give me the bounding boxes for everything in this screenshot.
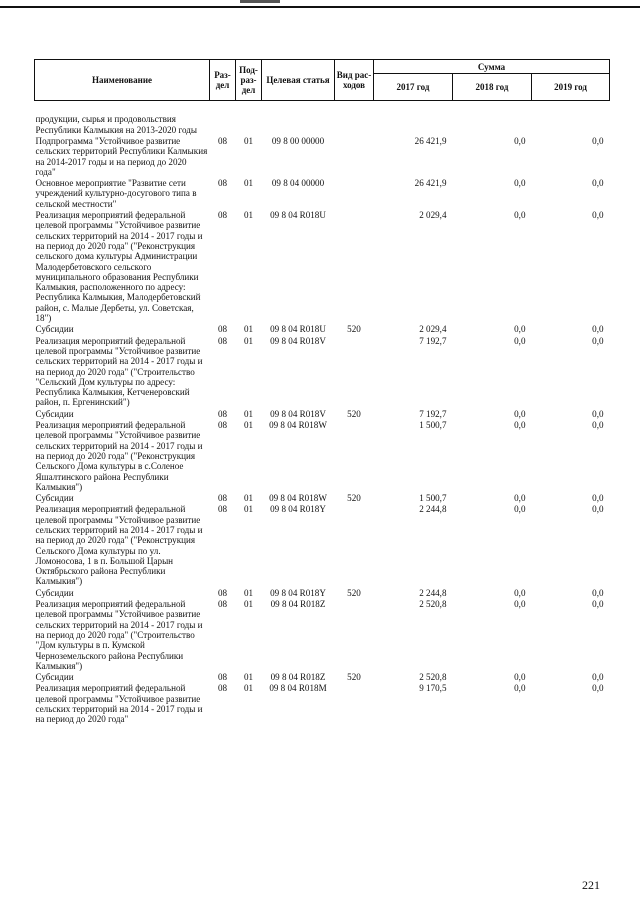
header-2018: 2018 год xyxy=(453,74,532,101)
row-sum-2017: 2 244,8 xyxy=(419,504,447,515)
row-sum-2018: 0,0 xyxy=(514,493,526,504)
row-sum-2018: 0,0 xyxy=(514,587,526,598)
row-name: Реализация мероприятий федеральной целевой программы "Устойчивое развитие сельских территорий на 2014 - 2017 годы и на период до 2020 года" ("Строительство "Дом культуры в п. Кумской Черноземельского района Республики Калмыкия") xyxy=(35,599,203,671)
row-vid: 520 xyxy=(347,324,361,335)
row-podrazdel xyxy=(236,101,262,136)
row-vid: 520 xyxy=(347,493,361,504)
row-podrazdel: 01 xyxy=(243,587,254,598)
row-vid: 520 xyxy=(347,408,361,419)
row-vid xyxy=(335,503,374,586)
row-target: 09 8 04 R018W xyxy=(269,493,327,504)
row-sum-2019: 0,0 xyxy=(592,672,604,683)
row-podrazdel: 01 xyxy=(243,420,254,431)
row-sum-2019 xyxy=(532,101,610,136)
row-name: Реализация мероприятий федеральной целевой программы "Устойчивое развитие сельских территорий на 2014 - 2017 годы и на период до 2020 года" ("Строительство "Сельский Дом культуры по адресу: Республика Калмыкия, Кетченеровский район, п. Ергенинский") xyxy=(35,335,203,408)
row-razdel: 08 xyxy=(217,587,228,598)
header-razdel: Раз-дел xyxy=(210,60,236,101)
page-number: 221 xyxy=(582,878,600,892)
row-name: Реализация мероприятий федеральной целевой программы "Устойчивое развитие сельских территорий на 2014 - 2017 годы и на период до 2020 года" ("Реконструкция Сельского Дома культуры по ул. Ломоносова, 1 в п. Большой Царын Октябрьского района Республики Калмыкия") xyxy=(35,504,203,587)
row-razdel: 08 xyxy=(217,504,228,515)
table-row xyxy=(35,598,610,671)
row-sum-2019: 0,0 xyxy=(592,324,604,335)
row-vid: 520 xyxy=(347,587,361,598)
row-sum-2017: 2 029,4 xyxy=(419,210,447,221)
table-row xyxy=(35,323,610,334)
header-2019: 2019 год xyxy=(532,74,610,101)
row-razdel: 08 xyxy=(217,683,228,694)
row-sum-2018: 0,0 xyxy=(514,210,526,221)
row-target xyxy=(262,101,335,136)
table-row xyxy=(35,177,610,209)
row-sum-2017: 26 421,9 xyxy=(414,178,447,189)
row-sum-2017: 2 029,4 xyxy=(419,324,447,335)
row-podrazdel: 01 xyxy=(243,178,254,189)
row-sum-2018: 0,0 xyxy=(514,408,526,419)
budget-table xyxy=(34,59,610,725)
row-target: 09 8 04 R018Z xyxy=(270,599,326,610)
row-vid xyxy=(335,335,374,408)
row-sum-2019: 0,0 xyxy=(592,408,604,419)
row-name xyxy=(35,101,210,136)
row-podrazdel: 01 xyxy=(243,210,254,221)
row-razdel: 08 xyxy=(217,324,228,335)
row-target: 09 8 04 R018V xyxy=(270,335,326,346)
row-target: 09 8 04 R018Y xyxy=(270,504,326,515)
row-sum-2017 xyxy=(374,101,453,136)
row-target: 09 8 04 R018V xyxy=(270,408,326,419)
header-sum: Сумма xyxy=(374,60,610,74)
table-row xyxy=(35,503,610,586)
table-row xyxy=(35,587,610,598)
header-2017: 2017 год xyxy=(374,74,453,101)
row-sum-2017: 2 244,8 xyxy=(419,587,447,598)
row-sum-2018: 0,0 xyxy=(514,683,526,694)
row-razdel: 08 xyxy=(217,335,228,346)
row-vid xyxy=(335,598,374,671)
row-sum-2017: 2 520,8 xyxy=(419,672,447,683)
row-sum-2017: 2 520,8 xyxy=(419,599,447,610)
row-vid: 520 xyxy=(347,672,361,683)
row-razdel: 08 xyxy=(217,672,228,683)
row-sum-2019: 0,0 xyxy=(592,587,604,598)
row-name: Реализация мероприятий федеральной целевой программы "Устойчивое развитие сельских территорий на 2014 - 2017 годы и на период до 2020 года" xyxy=(35,683,203,725)
row-podrazdel: 01 xyxy=(243,599,254,610)
row-sum-2019: 0,0 xyxy=(592,493,604,504)
row-name: Реализация мероприятий федеральной целевой программы "Устойчивое развитие сельских территорий на 2014 - 2017 годы и на период до 2020 года" ("Реконструкция Сельского Дома культуры в с.Соленое Яшалтинского района Республики Калмыкия") xyxy=(35,420,203,492)
row-vid xyxy=(335,135,374,177)
row-sum-2017: 7 192,7 xyxy=(419,408,447,419)
row-sum-2017: 26 421,9 xyxy=(414,136,447,146)
row-sum-2019: 0,0 xyxy=(592,178,604,189)
row-sum-2018: 0,0 xyxy=(514,504,526,515)
row-razdel: 08 xyxy=(217,493,228,504)
row-target: 09 8 04 R018U xyxy=(270,324,326,335)
row-vid xyxy=(335,209,374,323)
row-sum-2018: 0,0 xyxy=(514,136,526,146)
row-razdel: 08 xyxy=(217,408,228,419)
table-body xyxy=(35,101,610,725)
header-target: Целевая статья xyxy=(262,60,335,101)
top-border xyxy=(0,0,640,8)
row-target: 09 8 00 00000 xyxy=(271,136,325,146)
row-sum-2019: 0,0 xyxy=(592,683,604,694)
row-target: 09 8 04 R018Y xyxy=(270,587,326,598)
row-sum-2017: 7 192,7 xyxy=(419,335,447,346)
header-podrazdel: Под-раз-дел xyxy=(236,60,262,101)
row-razdel: 08 xyxy=(217,210,228,221)
row-sum-2018: 0,0 xyxy=(514,324,526,335)
header-name: Наименование xyxy=(35,60,210,101)
table-row xyxy=(35,101,610,136)
row-sum-2018: 0,0 xyxy=(514,335,526,346)
row-name: Субсидии xyxy=(35,672,74,683)
row-sum-2019: 0,0 xyxy=(592,420,604,431)
row-sum-2018: 0,0 xyxy=(514,420,526,431)
row-razdel: 08 xyxy=(217,420,228,431)
row-sum-2019: 0,0 xyxy=(592,136,604,146)
row-target: 09 8 04 R018M xyxy=(269,683,327,694)
row-razdel: 08 xyxy=(217,178,228,189)
row-sum-2017: 1 500,7 xyxy=(419,493,447,504)
row-target: 09 8 04 R018U xyxy=(270,210,326,221)
table-row xyxy=(35,209,610,323)
row-podrazdel: 01 xyxy=(243,136,254,146)
row-sum-2018: 0,0 xyxy=(514,178,526,189)
table-row xyxy=(35,135,610,177)
row-podrazdel: 01 xyxy=(243,408,254,419)
table-row xyxy=(35,682,610,724)
budget-table-page xyxy=(34,59,609,725)
table-row xyxy=(35,419,610,492)
row-target: 09 8 04 00000 xyxy=(271,178,325,189)
row-vid xyxy=(335,177,374,209)
row-name: Субсидии xyxy=(35,493,74,504)
row-sum-2019: 0,0 xyxy=(592,210,604,221)
row-sum-2018 xyxy=(453,101,532,136)
row-razdel: 08 xyxy=(217,599,228,610)
row-name: Подпрограмма "Устойчивое развитие сельских территорий Республики Калмыкия на 2014-2017 годы и на период до 2020 года" xyxy=(35,136,208,177)
row-name: Основное мероприятие "Развитие сети учреждений культурно-досугового типа в сельской местности" xyxy=(35,178,197,209)
row-vid xyxy=(335,101,374,136)
table-row xyxy=(35,492,610,503)
row-podrazdel: 01 xyxy=(243,324,254,335)
row-name-text: продукции, сырья и продовольствия Республики Калмыкия на 2013-2020 годы xyxy=(35,114,197,135)
row-sum-2018: 0,0 xyxy=(514,599,526,610)
row-target: 09 8 04 R018W xyxy=(269,420,327,431)
row-podrazdel: 01 xyxy=(243,672,254,683)
row-sum-2019: 0,0 xyxy=(592,504,604,515)
row-podrazdel: 01 xyxy=(243,504,254,515)
row-razdel: 08 xyxy=(217,136,228,146)
row-podrazdel: 01 xyxy=(243,683,254,694)
row-podrazdel: 01 xyxy=(243,335,254,346)
row-target: 09 8 04 R018Z xyxy=(270,672,326,683)
table-header xyxy=(35,60,610,101)
row-name: Субсидии xyxy=(35,408,74,419)
row-podrazdel: 01 xyxy=(243,493,254,504)
row-sum-2017: 1 500,7 xyxy=(419,420,447,431)
row-name: Субсидии xyxy=(35,324,74,335)
row-sum-2017: 9 170,5 xyxy=(419,683,447,694)
table-row xyxy=(35,671,610,682)
table-row xyxy=(35,408,610,419)
row-razdel xyxy=(210,101,236,136)
row-name: Реализация мероприятий федеральной целевой программы "Устойчивое развитие сельских территорий на 2014 - 2017 годы и на период до 2020 года" ("Реконструкция сельского дома культуры Администрации Малодербетовского сельского муниципального образования Республики Калмыкия, расположенного по адресу: Республика Калмыкия, Малодербетовский район, с. Малые Дербеты, ул. Советская, 18") xyxy=(35,210,203,324)
row-name: Субсидии xyxy=(35,587,74,598)
scan-mark xyxy=(240,0,280,3)
header-vid: Вид рас-ходов xyxy=(335,60,374,101)
row-vid xyxy=(335,419,374,492)
row-sum-2018: 0,0 xyxy=(514,672,526,683)
row-sum-2019: 0,0 xyxy=(592,335,604,346)
row-sum-2019: 0,0 xyxy=(592,599,604,610)
table-row xyxy=(35,335,610,408)
row-vid xyxy=(335,682,374,724)
